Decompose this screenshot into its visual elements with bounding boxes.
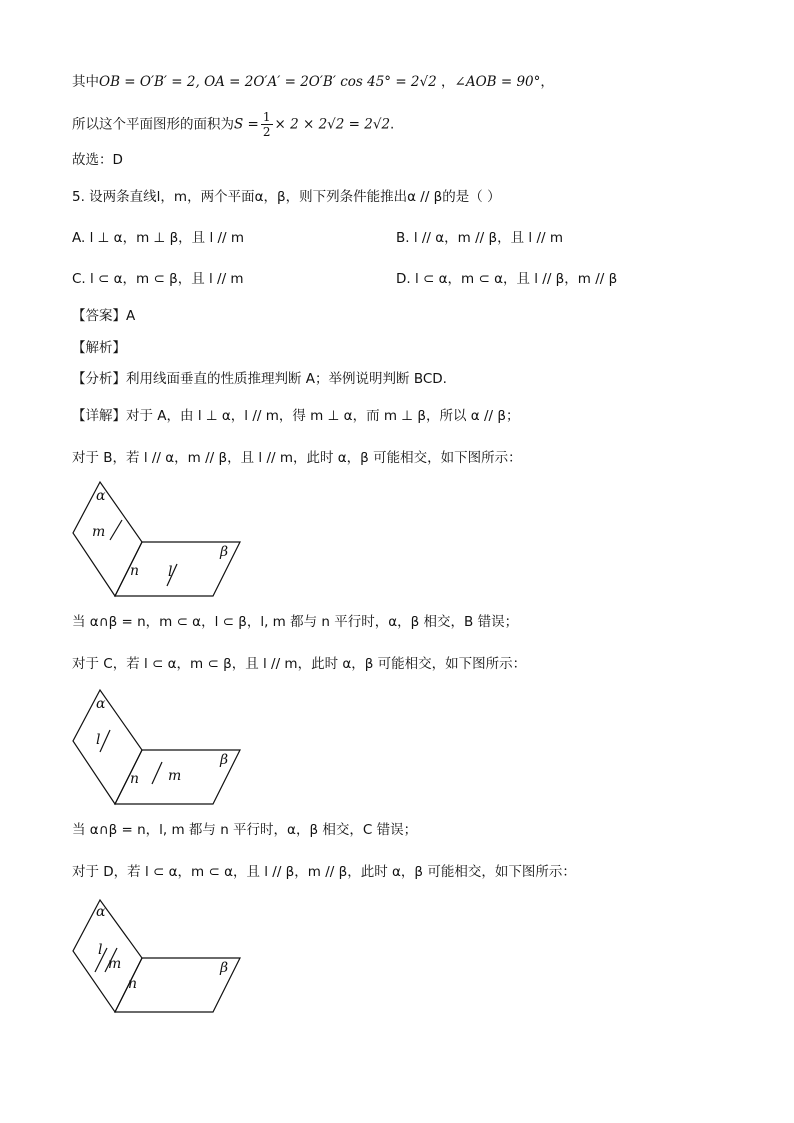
label-n: n bbox=[128, 976, 138, 992]
option-c: C. l ⊂ α，m ⊂ β，且 l // m bbox=[72, 271, 244, 287]
option-b: B. l // α，m // β，且 l // m bbox=[396, 230, 563, 246]
label-m: m bbox=[92, 524, 106, 540]
option-a: A. l ⊥ α，m ⊥ β，且 l // m bbox=[72, 230, 245, 246]
option-d: D. l ⊂ α，m ⊂ α，且 l // β，m // β bbox=[396, 271, 618, 287]
label-n: n bbox=[130, 563, 140, 579]
case-c-text: 对于 C，若 l ⊂ α，m ⊂ β，且 l // m，此时 α，β 可能相交，如下图所示： bbox=[72, 656, 527, 672]
label-m: m bbox=[168, 768, 182, 784]
label-alpha: α bbox=[96, 488, 106, 504]
label-n: n bbox=[130, 771, 140, 787]
label-beta: β bbox=[220, 752, 229, 768]
answer-label: 【答案】A bbox=[72, 308, 136, 324]
line-choose-d: 故选：D bbox=[72, 152, 123, 168]
case-d-text: 对于 D，若 l ⊂ α，m ⊂ α，且 l // β，m // β，此时 α，β 可能相交，如下图所示： bbox=[72, 864, 576, 880]
line-l bbox=[100, 730, 110, 752]
label-m: m bbox=[108, 956, 122, 972]
label-l: l bbox=[98, 942, 103, 958]
line-m bbox=[110, 520, 122, 540]
label-alpha: α bbox=[96, 696, 106, 712]
analysis-label: 【解析】 bbox=[72, 340, 126, 356]
label-beta: β bbox=[220, 544, 229, 560]
line-oa-ob: 其中OB = O′B′ = 2, OA = 2O′A′ = 2O′B′ cos 45° = 2√2 ，∠AOB = 90°， bbox=[72, 74, 554, 90]
case-b-text: 对于 B，若 l // α，m // β，且 l // m，此时 α，β 可能相交，如下图所示： bbox=[72, 450, 522, 466]
xiangjie-text: 【详解】对于 A，由 l ⊥ α，l // m，得 m ⊥ α，而 m ⊥ β，所以 α // β； bbox=[72, 408, 520, 424]
when-c-text: 当 α∩β = n，l, m 都与 n 平行时，α，β 相交，C 错误； bbox=[72, 822, 418, 838]
label-alpha: α bbox=[96, 904, 106, 920]
fenxi-text: 【分析】利用线面垂直的性质推理判断 A；举例说明判断 BCD. bbox=[72, 371, 447, 387]
label-beta: β bbox=[220, 960, 229, 976]
figure-d bbox=[70, 896, 250, 1016]
figure-c bbox=[70, 686, 250, 806]
line-area: 所以这个平面图形的面积为S = $\frac{1}{2}$ × 2 × 2√2 = 2√2. bbox=[72, 110, 395, 139]
question-5: 5. 设两条直线l，m，两个平面α，β，则下列条件能推出α // β的是（ ） bbox=[72, 189, 501, 205]
when-b-text: 当 α∩β = n，m ⊂ α，l ⊂ β，l, m 都与 n 平行时，α，β 相交，B 错误； bbox=[72, 614, 519, 630]
line-m bbox=[152, 762, 162, 784]
figure-b bbox=[70, 478, 250, 598]
label-l: l bbox=[96, 732, 101, 748]
fraction-half: $\frac{1}{2}$ bbox=[262, 110, 271, 139]
label-l: l bbox=[168, 564, 173, 580]
